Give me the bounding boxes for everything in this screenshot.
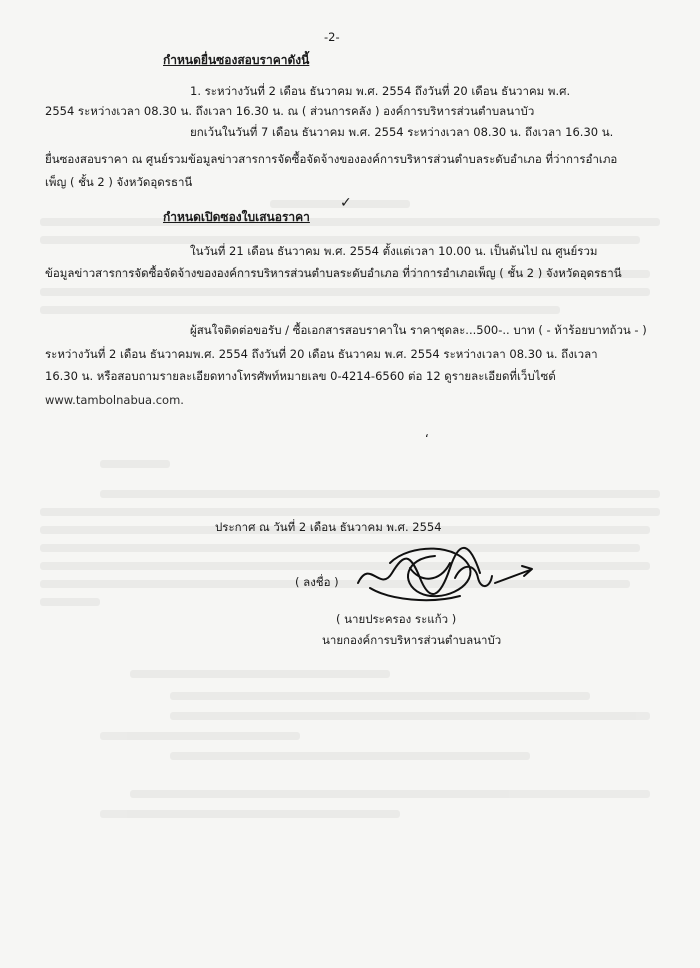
purchase-line-1: ผู้สนใจติดต่อขอรับ / ซื้อเอกสารสอบราคาใน ราคาชุดละ...500-.. บาท ( - ห้าร้อยบาทถ้วน - )	[190, 323, 647, 337]
opening-line-1: ในวันที่ 21 เดือน ธันวาคม พ.ศ. 2554 ตั้งแต่เวลา 10.00 น. เป็นต้นไป ณ ศูนย์รวม	[190, 244, 598, 258]
stray-mark-2: ʻ	[425, 432, 429, 446]
announcement-line: ประกาศ ณ วันที่ 2 เดือน ธันวาคม พ.ศ. 2554	[215, 520, 442, 534]
website-link[interactable]: www.tambolnabua.com.	[45, 393, 184, 407]
submission-except-line-1: ยกเว้นในวันที่ 7 เดือน ธันวาคม พ.ศ. 2554 ระหว่างเวลา 08.30 น. ถึงเวลา 16.30 น.	[190, 125, 614, 139]
submission-except-line-3: เพ็ญ ( ชั้น 2 ) จังหวัดอุดรธานี	[45, 175, 193, 189]
purchase-line-2: ระหว่างวันที่ 2 เดือน ธันวาคมพ.ศ. 2554 ถึงวันที่ 20 เดือน ธันวาคม พ.ศ. 2554 ระหว่างเวลา 08.30 น. ถึงเวลา	[45, 347, 598, 361]
opening-line-2: ข้อมูลข่าวสารการจัดซื้อจัดจ้างขององค์การบริหารส่วนตำบลระดับอำเภอ ที่ว่าการอำเภอเพ็ญ ( ชั้น 2 ) จังหวัดอุดรธานี	[45, 266, 622, 280]
section-heading-opening: กำหนดเปิดซองใบเสนอราคา	[163, 210, 310, 224]
signer-position: นายกองค์การบริหารส่วนตำบลนาบัว	[322, 633, 502, 647]
signer-name: ( นายประครอง ระแก้ว )	[336, 612, 457, 626]
signature-image	[350, 538, 540, 608]
submission-line-1: 1. ระหว่างวันที่ 2 เดือน ธันวาคม พ.ศ. 2554 ถึงวันที่ 20 เดือน ธันวาคม พ.ศ.	[190, 84, 571, 98]
submission-except-line-2: ยื่นซองสอบราคา ณ ศูนย์รวมข้อมูลข่าวสารการจัดซื้อจัดจ้างขององค์การบริหารส่วนตำบลระดับอำเภอ ที่ว่าการอำเภอ	[45, 152, 618, 166]
submission-line-2: 2554 ระหว่างเวลา 08.30 น. ถึงเวลา 16.30 น. ณ ( ส่วนการคลัง ) องค์การบริหารส่วนตำบลนาบัว	[45, 104, 535, 118]
signed-label: ( ลงชื่อ )	[295, 575, 339, 589]
purchase-line-3: 16.30 น. หรือสอบถามรายละเอียดทางโทรศัพท์หมายเลข 0-4214-6560 ต่อ 12 ดูรายละเอียดที่เว็บไซต์	[45, 369, 556, 383]
page-number: -2-	[324, 30, 340, 44]
section-heading-submission: กำหนดยื่นซองสอบราคาดังนี้	[163, 53, 310, 67]
stray-mark-1: ✓	[340, 195, 352, 211]
